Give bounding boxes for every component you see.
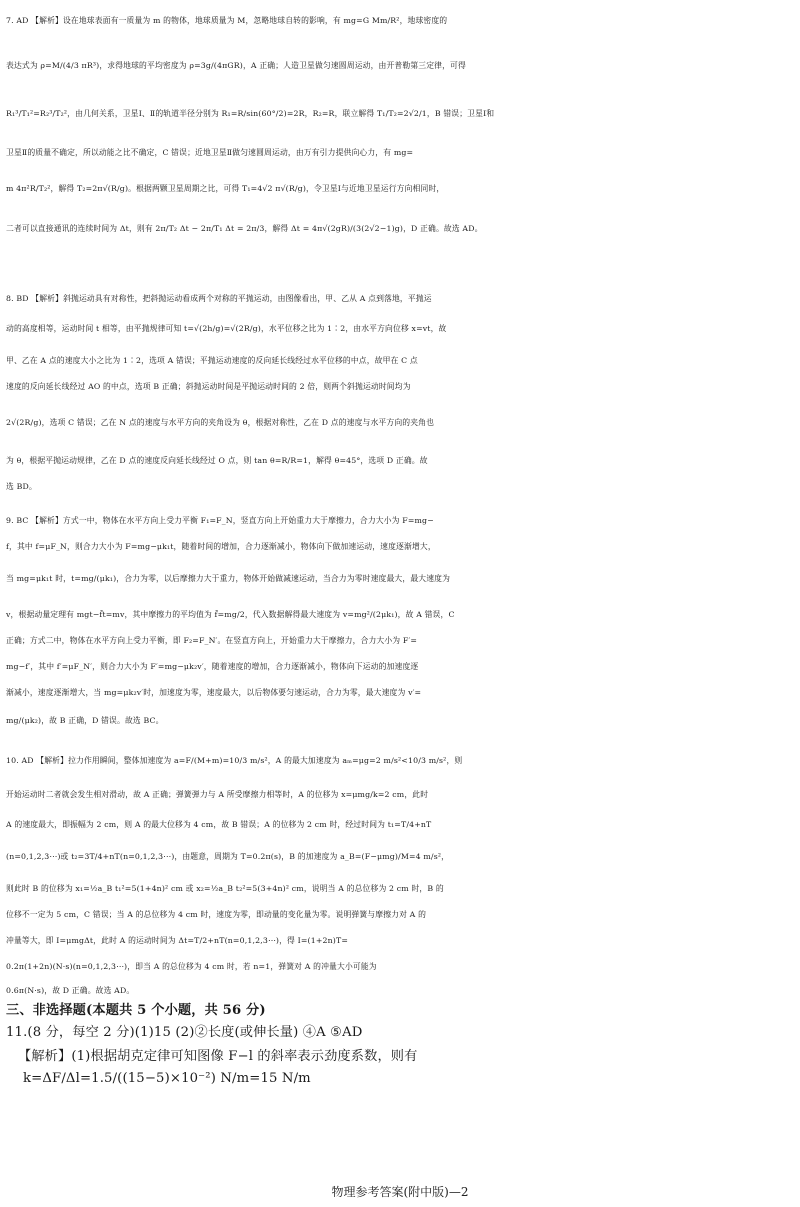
q10-line-2: 开始运动时二者就会发生相对滑动，故 A 正确；弹簧弹力与 A 所受摩擦力相等时，A 的位移为 x=μmg/k=2 cm，此时 (6, 790, 429, 799)
q9-line-7: 渐减小，速度逐渐增大，当 mg=μk₂v′时，加速度为零，速度最大，以后物体要匀速运动，合力为零，最大速度为 v′= (6, 688, 422, 697)
q8-line-6: 为 θ，根据平抛运动规律，乙在 D 点的速度反向延长线经过 O 点，则 tan θ=R/R=1，解得 θ=45°，选项 D 正确。故 (6, 456, 428, 465)
q7-line-6: 二者可以直接通讯的连续时间为 Δt，则有 2π/T₂ Δt − 2π/T₁ Δt = 2π/3，解得 Δt = 4π√(2gR)/(3(2√2−1)g)，D 正确。故选 AD。 (6, 224, 483, 233)
section-3-heading: 三、非选择题(本题共 5 个小题，共 56 分) (6, 1003, 266, 1018)
q11-answer: 11.(8 分，每空 2 分)(1)15 (2)②长度(或伸长量) ④A ⑤AD (6, 1025, 363, 1040)
q10-line-5: 则此时 B 的位移为 x₁=½a_B t₁²=5(1+4n)² cm 或 x₂=½a_B t₂²=5(3+4n)² cm，说明当 A 的总位移为 2 cm 时，B 的 (6, 884, 444, 893)
q8-line-7: 选 BD。 (6, 482, 37, 491)
q9-line-2: f，其中 f=μF_N，则合力大小为 F=mg−μk₁t，随着时间的增加，合力逐渐减小，物体向下做加速运动，速度逐渐增大， (6, 542, 436, 551)
q7-line-5: m 4π²R/T₂²，解得 T₂=2π√(R/g)。根据两颗卫星周期之比，可得 T₁=4√2 π√(R/g)，令卫星Ⅰ与近地卫星运行方向相同时， (6, 184, 445, 193)
q7-line-1: 7. AD 【解析】设在地球表面有一质量为 m 的物体，地球质量为 M，忽略地球自转的影响，有 mg=G Mm/R²，地球密度的 (6, 16, 448, 25)
q8-line-3: 甲、乙在 A 点的速度大小之比为 1∶2，选项 A 错误；平抛运动速度的反向延长线经过水平位移的中点，故甲在 C 点 (6, 356, 418, 365)
q8-line-4: 速度的反向延长线经过 AO 的中点，选项 B 正确；斜抛运动时间是平抛运动时间的 2 倍，则两个斜抛运动时间均为 (6, 382, 411, 391)
q7-line-4: 卫星Ⅱ的质量不确定，所以动能之比不确定，C 错误；近地卫星Ⅱ做匀速圆周运动，由万有引力提供向心力，有 mg= (6, 148, 414, 157)
q10-line-9: 0.6π(N·s)，故 D 正确。故选 AD。 (6, 986, 135, 995)
q7-line-2: 表达式为 ρ=M/(4/3 πR³)，求得地球的平均密度为 ρ=3g/(4πGR)，A 正确；人造卫星做匀速圆周运动，由开普勒第三定律，可得 (6, 61, 466, 70)
q10-line-6: 位移不一定为 5 cm，C 错误；当 A 的总位移为 4 cm 时，速度为零，即动量的变化量为零。说明弹簧与摩擦力对 A 的 (6, 910, 427, 919)
q8-line-5: 2√(2R/g)，选项 C 错误；乙在 N 点的速度与水平方向的夹角设为 θ，根据对称性，乙在 D 点的速度与水平方向的夹角也 (6, 418, 435, 427)
q10-line-3: A 的速度最大，即振幅为 2 cm，则 A 的最大位移为 4 cm，故 B 错误；A 的位移为 2 cm 时，经过时间为 t₁=T/4+nT (6, 820, 432, 829)
q8-line-1: 8. BD 【解析】斜抛运动具有对称性，把斜抛运动看成两个对称的平抛运动，由图像看出，甲、乙从 A 点到落地，平抛运 (6, 294, 432, 303)
q9-line-3: 当 mg=μk₁t 时，t=mg/(μk₁)，合力为零，以后摩擦力大于重力，物体开始做减速运动，当合力为零时速度最大，最大速度为 (6, 574, 451, 583)
q9-line-5: 正确；方式二中，物体在水平方向上受力平衡，即 F₂=F_N′。在竖直方向上，开始重力大于摩擦力，合力大小为 F′= (6, 636, 418, 645)
q10-line-4: (n=0,1,2,3⋯)或 t₂=3T/4+nT(n=0,1,2,3⋯)，由题意，周期为 T=0.2π(s)，B 的加速度为 a_B=(F−μmg)/M=4 m/s²， (6, 852, 450, 861)
q9-line-6: mg−f′，其中 f′=μF_N′，则合力大小为 F′=mg−μk₂v′，随着速度的增加，合力逐渐减小，物体向下运动的加速度逐 (6, 662, 419, 671)
q11-explanation: 【解析】(1)根据胡克定律可知图像 F−l 的斜率表示劲度系数，则有 (18, 1049, 418, 1064)
question-10 (6, 752, 794, 1000)
q9-line-8: mg/(μk₂)，故 B 正确，D 错误。故选 BC。 (6, 716, 164, 725)
question-9 (6, 512, 794, 730)
page-footer: 物理参考答案(附中版)—2 (331, 1185, 469, 1199)
q11-formula: k=ΔF/Δl=1.5/((15−5)×10⁻²) N/m=15 N/m (23, 1071, 311, 1086)
question-7 (6, 12, 794, 238)
q10-line-1: 10. AD 【解析】拉力作用瞬间，整体加速度为 a=F/(M+m)=10/3 m/s²，A 的最大加速度为 aₘ=μg=2 m/s²<10/3 m/s²，则 (6, 756, 463, 765)
q10-line-7: 冲量等大，即 I=μmgΔt，此时 A 的运动时间为 Δt=T/2+nT(n=0,1,2,3⋯)，得 I=(1+2n)T= (6, 936, 349, 945)
question-8 (6, 290, 794, 496)
q7-line-3: R₁³/T₁²=R₂³/T₂²，由几何关系，卫星Ⅰ、Ⅱ的轨道半径分别为 R₁=R/sin(60°/2)=2R，R₂=R，联立解得 T₁/T₂=2√2/1，B 错误；卫星Ⅰ和 (6, 109, 495, 118)
q9-line-1: 9. BC 【解析】方式一中，物体在水平方向上受力平衡 F₁=F_N，竖直方向上开始重力大于摩擦力，合力大小为 F=mg− (6, 516, 434, 525)
q9-line-4: v，根据动量定理有 mgt−f̄t=mv，其中摩擦力的平均值为 f̄=mg/2，代入数据解得最大速度为 v=mg²/(2μk₁)，故 A 错误，C (6, 610, 455, 619)
q8-line-2: 动的高度相等，运动时间 t 相等，由平抛规律可知 t=√(2h/g)=√(2R/g)，水平位移之比为 1∶2，由水平方向位移 x=vt，故 (6, 324, 447, 333)
q10-line-8: 0.2π(1+2n)(N·s)(n=0,1,2,3⋯)，即当 A 的总位移为 4 cm 时，若 n=1，弹簧对 A 的冲量大小可能为 (6, 962, 377, 971)
